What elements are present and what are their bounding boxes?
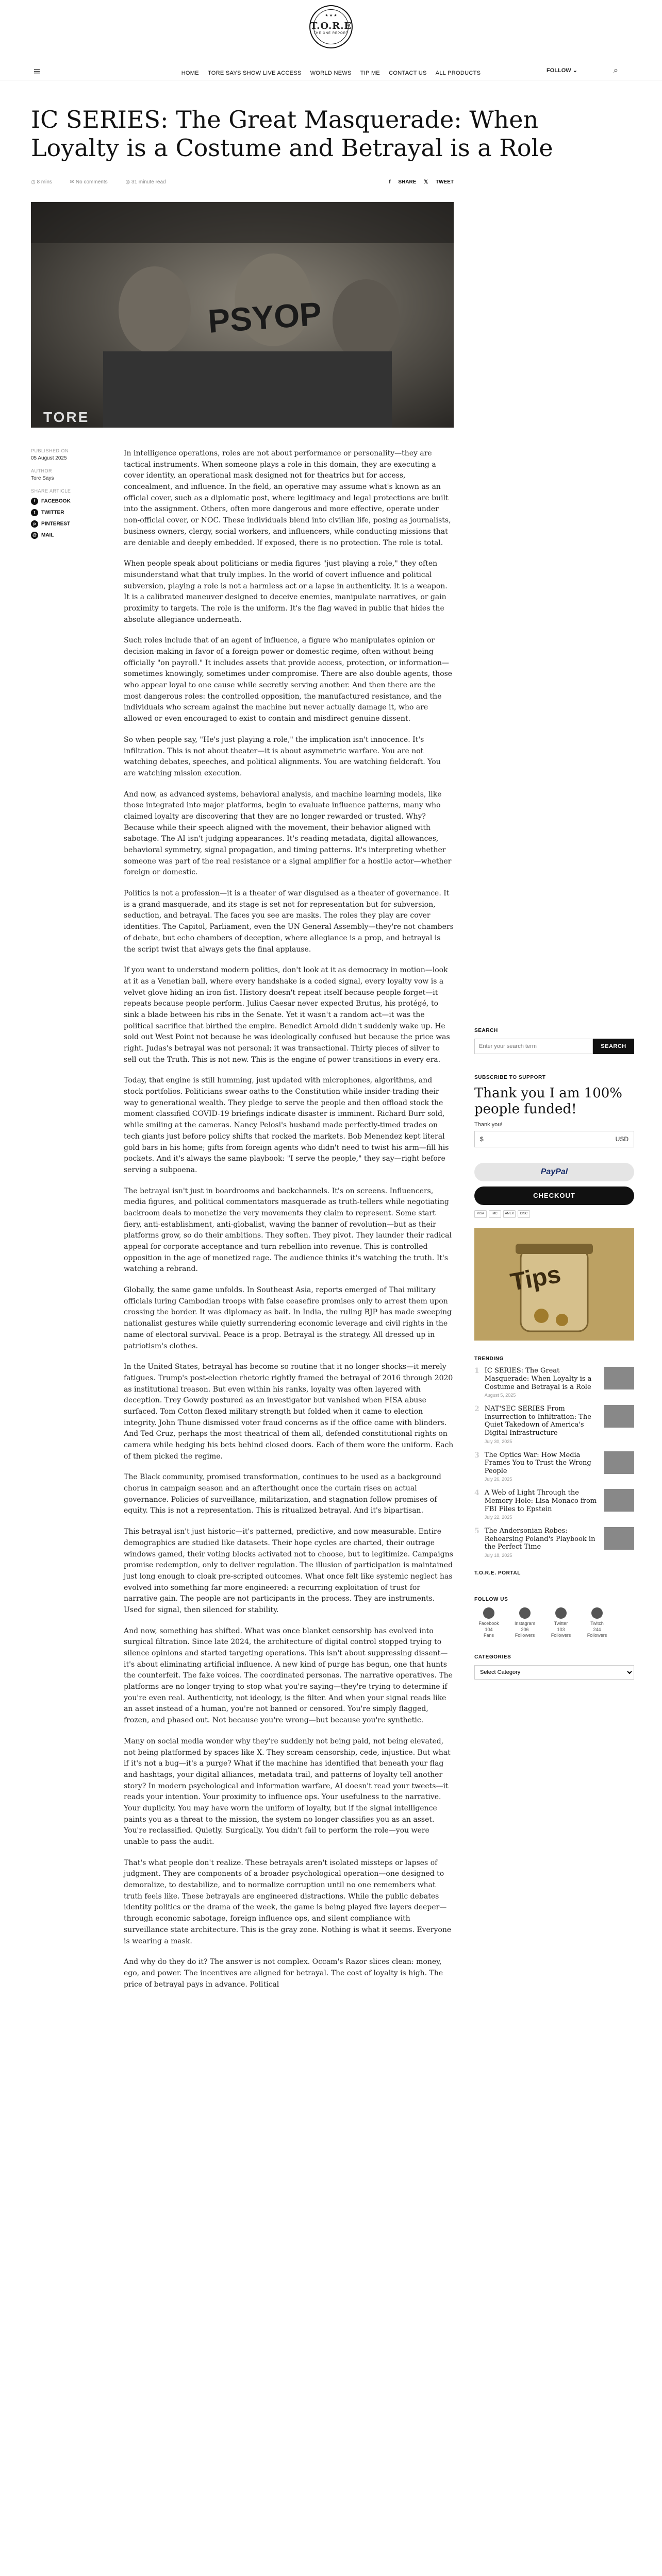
- trending-item[interactable]: [474, 1367, 634, 1398]
- mastercard-icon: MC: [489, 1210, 501, 1218]
- share-facebook-label: FACEBOOK: [41, 498, 71, 504]
- social-unit: Followers: [551, 1633, 571, 1638]
- categories-select[interactable]: [474, 1665, 634, 1680]
- share-button[interactable]: f SHARE: [389, 179, 417, 185]
- nav-item-contact[interactable]: CONTACT US: [389, 70, 427, 76]
- nav-item-live-access[interactable]: TORE SAYS SHOW LIVE ACCESS: [207, 70, 302, 76]
- paragraph: The Black community, promised transformation, continues to be used as a background chorus in campaign season and an afterthought once the curtain rises on actual governance. Policies of surveillance, militarization, and stagnation follow promises of equity. This is not a representation. This is ritualized betrayal. And it's bipartisan.: [124, 1473, 441, 1515]
- paragraph: Many on social media wonder why they're suddenly not being paid, not being elevated, not being platformed by spaces like X. They scream censorship, cede, injustice. But what if it's not a bug—it's a purge? What if the machine has identified that beneath your flag and hashtags, your digital alliances, metadata trail, and patterns of loyalty tell another story? In modern psychological and information warfare, AI doesn't read your tweets—it reads your intention. Your proximity to influence ops. Your usefulness to the narrative. Your duplicity. You may have worn the uniform of loyalty, but if the signal intelligence paints you as a threat to the mission, the system no longer classifies you as an asset. You're reclassified. Quietly. Surgically. You didn't fail to perform the role—you were unable to pass the audit.: [124, 1737, 451, 1846]
- trending-title: The Andersonian Robes: Rehearsing Poland's Playbook in the Perfect Time: [484, 1527, 595, 1551]
- nav-item-world-news[interactable]: WORLD NEWS: [310, 70, 352, 76]
- paragraph: Politics is not a profession—it is a theater of war disguised as a theater of governance. It is a grand masquerade, and its stage is set not for representation but for subversion, seduction, and betrayal. The faces you see are masks. The roles they play are cover identities. The Capitol, Parliament, even the UN General Assembly—they're not chambers of debate, but echo chambers of deception, where allegiance is a prop, and betrayal is the script twist that always gets the final applause.: [124, 889, 454, 954]
- trending-title: NAT'SEC SERIES From Insurrection to Infiltration: The Quiet Takedown of America's Digital Infrastructure: [484, 1405, 591, 1437]
- twitch-icon: [591, 1607, 603, 1619]
- share-twitter-label: TWITTER: [41, 510, 64, 516]
- social-unit: Followers: [587, 1633, 607, 1638]
- social-name: Instagram: [514, 1620, 536, 1626]
- share-twitter[interactable]: [31, 509, 103, 516]
- tips-ad-banner[interactable]: [474, 1228, 634, 1341]
- search-input[interactable]: [474, 1039, 593, 1054]
- trending-thumbnail: [604, 1405, 634, 1428]
- author-label: AUTHOR: [31, 468, 52, 473]
- published-label: PUBLISHED ON: [31, 448, 69, 453]
- paragraph: The betrayal isn't just in boardrooms and backchannels. It's on screens. Influencers, media figures, and political commentators masquerade as truth-tellers while negotiating backroom deals to monetize the very movements they claim to represent. Some start fiery, anti-establishment, anti-globalist, waving the banner of revolution—but as their platforms grow, so do their ambitions. They soften. They pivot. They launder their radical appeal for corporate acceptance and turn rebellion into revenue. This is controlled opposition in the age of monetized rage. The audience thinks it's watching the truth. It's watching a rebrand.: [124, 1187, 452, 1274]
- paragraph: Such roles include that of an agent of influence, a figure who manipulates opinion or decision-making in favor of a foreign power or domestic regime, often without being officially "on payroll." It includes assets that provide access, protection, or information—sometimes knowingly, sometimes under compromise. There are also double agents, those who appear loyal to one cause while secretly serving another. And then there are the most dangerous roles: the controlled opposition, the manufactured resistance, and the individuals who scream against the machine but never actually damage it, who are allowed or even encouraged to exist to contain and misdirect genuine dissent.: [124, 636, 453, 723]
- tweet-label: TWEET: [436, 179, 454, 185]
- share-facebook[interactable]: [31, 498, 103, 505]
- search-heading: SEARCH: [474, 1028, 498, 1033]
- paragraph: Globally, the same game unfolds. In Southeast Asia, reports emerged of Thai military officials luring Cambodian troops with false ceasefire promises only to arrest them upon crossing the border. It was diplomacy as bait. In India, the ruling BJP has made sweeping nationalist gestures while quietly surrendering economic leverage and civil rights in the name of electoral survival. Peace is a prop. Betrayal is the strategy. All dressed up in patriotism's clothes.: [124, 1286, 452, 1350]
- views-value: 31 minute read: [131, 179, 166, 185]
- follow-label: FOLLOW: [547, 67, 571, 74]
- share-pinterest-label: PINTEREST: [41, 521, 71, 527]
- trending-thumbnail: [604, 1451, 634, 1474]
- trending-rank: 1: [474, 1367, 479, 1376]
- logo-text: T.O.R.E: [310, 21, 352, 31]
- logo-stars: ★ ★ ★: [325, 13, 337, 18]
- main-nav: [0, 62, 662, 80]
- social-twitter[interactable]: [547, 1607, 575, 1639]
- hero-image: [31, 202, 454, 428]
- tweet-button[interactable]: 𝕏 TWEET: [424, 179, 454, 185]
- trending-item[interactable]: [474, 1451, 634, 1482]
- nav-item-products[interactable]: ALL PRODUCTS: [435, 70, 481, 76]
- share-label: SHARE: [398, 179, 417, 185]
- twitter-icon: [555, 1607, 567, 1619]
- trending-rank: 4: [474, 1489, 479, 1498]
- site-logo[interactable]: [309, 5, 353, 48]
- paragraph: Today, that engine is still humming, just updated with microphones, algorithms, and stock portfolios. Politicians swear oaths to the Constitution while insider-trading their way to generational wealth. They pledge to serve the people and then offload stock the moment classified COVID-19 briefings indicate disaster is imminent. Richard Burr sold, while smiling at the cameras. Nancy Pelosi's husband made perfectly-timed trades on tech giants just before policy shifts that rocked the markets. Bob Menendez kept literal gold bars in his home; gifts from foreign agents who didn't need to twist his arm—fill his pockets. And it's always the same playbook: "I serve the people," they say—right before serving a subpoena.: [124, 1076, 449, 1174]
- trending-date: July 30, 2025: [484, 1438, 512, 1444]
- trending-item[interactable]: [474, 1489, 634, 1520]
- trending-heading: TRENDING: [474, 1356, 504, 1362]
- visa-icon: VISA: [474, 1210, 487, 1218]
- share-pinterest[interactable]: [31, 520, 103, 528]
- amount-input[interactable]: [474, 1131, 634, 1147]
- search-button[interactable]: SEARCH: [593, 1039, 634, 1054]
- categories-heading: CATEGORIES: [474, 1654, 511, 1660]
- facebook-icon: f: [31, 498, 38, 505]
- hero-word: PSYOP: [207, 295, 323, 340]
- social-instagram[interactable]: [510, 1607, 539, 1639]
- trending-thumbnail: [604, 1527, 634, 1550]
- social-unit: Fans: [483, 1633, 494, 1638]
- paragraph: And now, as advanced systems, behavioral analysis, and machine learning models, like those integrated into major platforms, begin to evaluate influence patterns, many who claimed loyalty are discovering that they are no longer rewarded or trusted. Why? Because while their speech aligned with the movement, their behavior aligned with sabotage. The AI isn't judging appearances. It's reading metadata, digital allowances, behavioral symmetry, signal propagation, and timing patterns. It's interpreting whether someone was part of the real resistance or a signal amplifier for a hostile actor—whether foreign or domestic.: [124, 790, 452, 877]
- trending-date: August 5, 2025: [484, 1393, 516, 1398]
- paragraph: This betrayal isn't just historic—it's patterned, predictive, and now measurable. Entire demographics are studied like datasets. Their hope cycles are charted, their outrage windows gamed, their voting blocks activated not to choose, but to legitimize. Campaigns promise redemption, only to deliver regulation. The illusion of participation is maintained just long enough to cloak pre-scripted outcomes. What once felt like systemic neglect has evolved into something far more engineered: a recurring exploitation of trust for narrative gain. The people are not participants in the process. They are instruments. Used for signal, then silenced for stability.: [124, 1528, 453, 1614]
- share-heading: SHARE ARTICLE: [31, 488, 71, 494]
- support-heading: SUBSCRIBE TO SUPPORT: [474, 1075, 546, 1080]
- comments-count[interactable]: ✉ No comments: [70, 179, 108, 185]
- paragraph: If you want to understand modern politics, don't look at it as democracy in motion—look at it as a Venetian ball, where every handshake is a coded signal, every loyalty vow is a velvet glove hiding an iron fist. History doesn't repeat itself because people forget—it repeats because people perform. Julius Caesar never expected Brutus, his protégé, to sink a blade between his ribs in the Senate. Yet it wasn't a random act—it was the political sacrifice that birthed the empire. Benedict Arnold didn't suddenly wake up. He sold out West Point not because he was ideologically confused but because the price was right. Judas's betrayal was not personal; it was transactional. Thirty pieces of silver to sell out the Truth. This is not new. This is the engine of power transitions in every era.: [124, 966, 450, 1064]
- chevron-down-icon: ⌄: [572, 67, 577, 74]
- paragraph: And why do they do it? The answer is not complex. Occam's Razor slices clean: money, ego, and power. The incentives are aligned for betrayal. The cost of loyalty is high. The price of betrayal pays in advance. Political: [124, 1958, 443, 1989]
- site-logo-area: [0, 5, 662, 50]
- twitter-icon: t: [31, 509, 38, 516]
- social-name: Twitter: [554, 1620, 568, 1626]
- trending-rank: 3: [474, 1451, 479, 1460]
- read-time-value: 8 mins: [37, 179, 52, 185]
- follow-dropdown[interactable]: [547, 67, 577, 74]
- author-name[interactable]: Tore Says: [31, 476, 54, 481]
- paragraph: So when people say, "He's just playing a role," the implication isn't innocence. It's infiltration. This is not about theater—it is about asymmetric warfare. You are not watching debates, speeches, and political alignments. You are watching fieldcraft. You are watching mission execution.: [124, 735, 441, 777]
- published-date: 05 August 2025: [31, 455, 67, 461]
- article-title: IC SERIES: The Great Masquerade: When Loyalty is a Costume and Betrayal is a Role: [31, 106, 553, 162]
- checkout-button[interactable]: CHECKOUT: [474, 1187, 634, 1205]
- article-info-column: [31, 448, 103, 543]
- hamburger-icon[interactable]: ≡: [33, 66, 41, 77]
- tore-portal-label[interactable]: T.O.R.E. PORTAL: [474, 1570, 521, 1576]
- article-meta: [31, 179, 454, 190]
- trending-thumbnail: [604, 1367, 634, 1389]
- facebook-icon: [483, 1607, 494, 1619]
- paragraph: And now, something has shifted. What was once blanket censorship has evolved into surgical filtration. Since late 2024, the architecture of digital control stopped trying to silence opinions and started targeting operations. This isn't about suppressing dissent—it's about eliminating artificial influence. A new kind of purge has begun, one that hunts the counterfeit. The fake voices. The coordinated personas. The narrative operatives. The platforms are no longer trying to stop what you're saying—they're trying to determine if you're even real. Authenticity, not ideology, is the filter. And when your signal reads like an asset instead of a human, you're not banned or censored. You're simply flagged, frozen, and phased out. Not because you're wrong—but because you're synthetic.: [124, 1626, 453, 1725]
- trending-thumbnail: [604, 1489, 634, 1512]
- paragraph: That's what people don't realize. These betrayals aren't isolated missteps or lapses of judgment. They are components of a broader psychological operation—one designed to demoralize, to destabilize, and to normalize corruption until no one remembers what truth feels like. These betrayals are engineered distractions. While the public debates identity politics or the drama of the week, the game is being played five layers deeper—through economic sabotage, foreign influence ops, and silent compliance with surveillance state architecture. This is the gray zone. Nothing is what it seems. Everyone is wearing a mask.: [124, 1858, 452, 1945]
- share-row: [383, 179, 454, 185]
- sidebar: [474, 1028, 634, 1680]
- trending-rank: 2: [474, 1405, 479, 1414]
- social-count: 104: [485, 1626, 493, 1632]
- social-facebook[interactable]: [474, 1607, 503, 1639]
- hero-watermark: TORE: [43, 409, 90, 425]
- trending-rank: 5: [474, 1527, 479, 1536]
- tips-ad-text: Tips: [508, 1261, 563, 1297]
- trending-item[interactable]: [474, 1527, 634, 1558]
- trending-date: July 26, 2025: [484, 1477, 512, 1482]
- paragraph: When people speak about politicians or media figures "just playing a role," they often misunderstand what that truly implies. In the world of covert influence and political subversion, playing a role is not a harmless act or a lapse in authenticity. It is a weapon. It is a calibrated maneuver designed to deceive enemies, manipulate narratives, or gain proximity to targets. The role is the uniform. It's the flag waved in public that hides the absolute allegiance underneath.: [124, 560, 448, 624]
- social-count: 206: [521, 1626, 529, 1632]
- discover-icon: DISC: [518, 1210, 530, 1218]
- social-counters: [474, 1607, 634, 1639]
- trending-title: IC SERIES: The Great Masquerade: When Loyalty is a Costume and Betrayal is a Role: [484, 1367, 592, 1391]
- nav-item-home[interactable]: HOME: [181, 70, 199, 76]
- currency-symbol: $: [480, 1136, 484, 1143]
- views-count: ◎ 31 minute read: [125, 179, 166, 185]
- social-count: 244: [593, 1626, 601, 1632]
- social-unit: Followers: [515, 1633, 535, 1638]
- social-name: Facebook: [478, 1620, 499, 1626]
- currency-code: USD: [615, 1136, 628, 1143]
- logo-subtitle: THE ONE REPORT: [313, 32, 349, 35]
- trending-title: A Web of Light Through the Memory Hole: Lisa Monaco from FBI Files to Epstein: [484, 1489, 597, 1513]
- social-count: 103: [557, 1626, 565, 1632]
- social-name: Twitch: [590, 1620, 604, 1626]
- nav-item-tip-me[interactable]: TIP ME: [360, 70, 380, 76]
- instagram-icon: [519, 1607, 531, 1619]
- trending-item[interactable]: [474, 1405, 634, 1444]
- share-mail[interactable]: [31, 532, 103, 539]
- pinterest-icon: p: [31, 520, 38, 528]
- follow-heading: FOLLOW US: [474, 1596, 508, 1602]
- search-icon[interactable]: ⌕: [614, 65, 618, 75]
- support-thanks-sub: Thank you!: [474, 1122, 503, 1128]
- trending-date: July 18, 2025: [484, 1552, 512, 1558]
- mail-icon: @: [31, 532, 38, 539]
- payment-cards: [474, 1210, 634, 1218]
- trending-title: The Optics War: How Media Frames You to Trust the Wrong People: [484, 1451, 591, 1475]
- share-mail-label: MAIL: [41, 532, 54, 538]
- paragraph: In intelligence operations, roles are not about performance or personality—they are tactical instruments. When someone plays a role in this domain, they are executing a cover identity, an operational mask designed not for theatrics but for access, concealment, and influence. In the field, an operative may assume what's known as an official cover, such as a diplomatic post, where legitimacy and legal protections are built into the assignment. Others, often more dangerous and more effective, operate under non-official cover, or NOC. These individuals blend into civilian life, posing as journalists, business owners, clergy, social workers, and influencers, while conducting missions that are deniable and deeply embedded. If exposed, there is no protection. The role is total.: [124, 449, 451, 547]
- comments-value: No comments: [75, 179, 108, 185]
- amex-icon: AMEX: [503, 1210, 516, 1218]
- share-links: [31, 498, 103, 539]
- paragraph: In the United States, betrayal has become so routine that it no longer shocks—it merely fatigues. Trump's post-election rhetoric rightly framed the betrayal of 2016 through 2020 as institutional treason. But even within his ranks, loyalty was often layered with deception. Trey Gowdy postured as an investigator but vanished when FISA abuse surfaced. Tom Cotton flexed military strength but folded when it came to election integrity. John Thune dismissed voter fraud concerns as if the office came with blinders. And Ted Cruz, perhaps the most theatrical of them all, defended constitutional rights on camera while hedging his bets behind closed doors. Each of them wore the uniform. Each of them picked the regime.: [124, 1363, 454, 1461]
- read-time: ◷ 8 mins: [31, 179, 52, 185]
- hero-illustration: [31, 202, 454, 428]
- sidebar-search: [474, 1039, 634, 1054]
- paypal-button[interactable]: PayPal: [474, 1163, 634, 1181]
- article-body: [124, 448, 454, 2000]
- social-twitch[interactable]: [583, 1607, 611, 1639]
- trending-date: July 22, 2025: [484, 1515, 512, 1520]
- support-thanks: Thank you I am 100% people funded!: [474, 1086, 622, 1117]
